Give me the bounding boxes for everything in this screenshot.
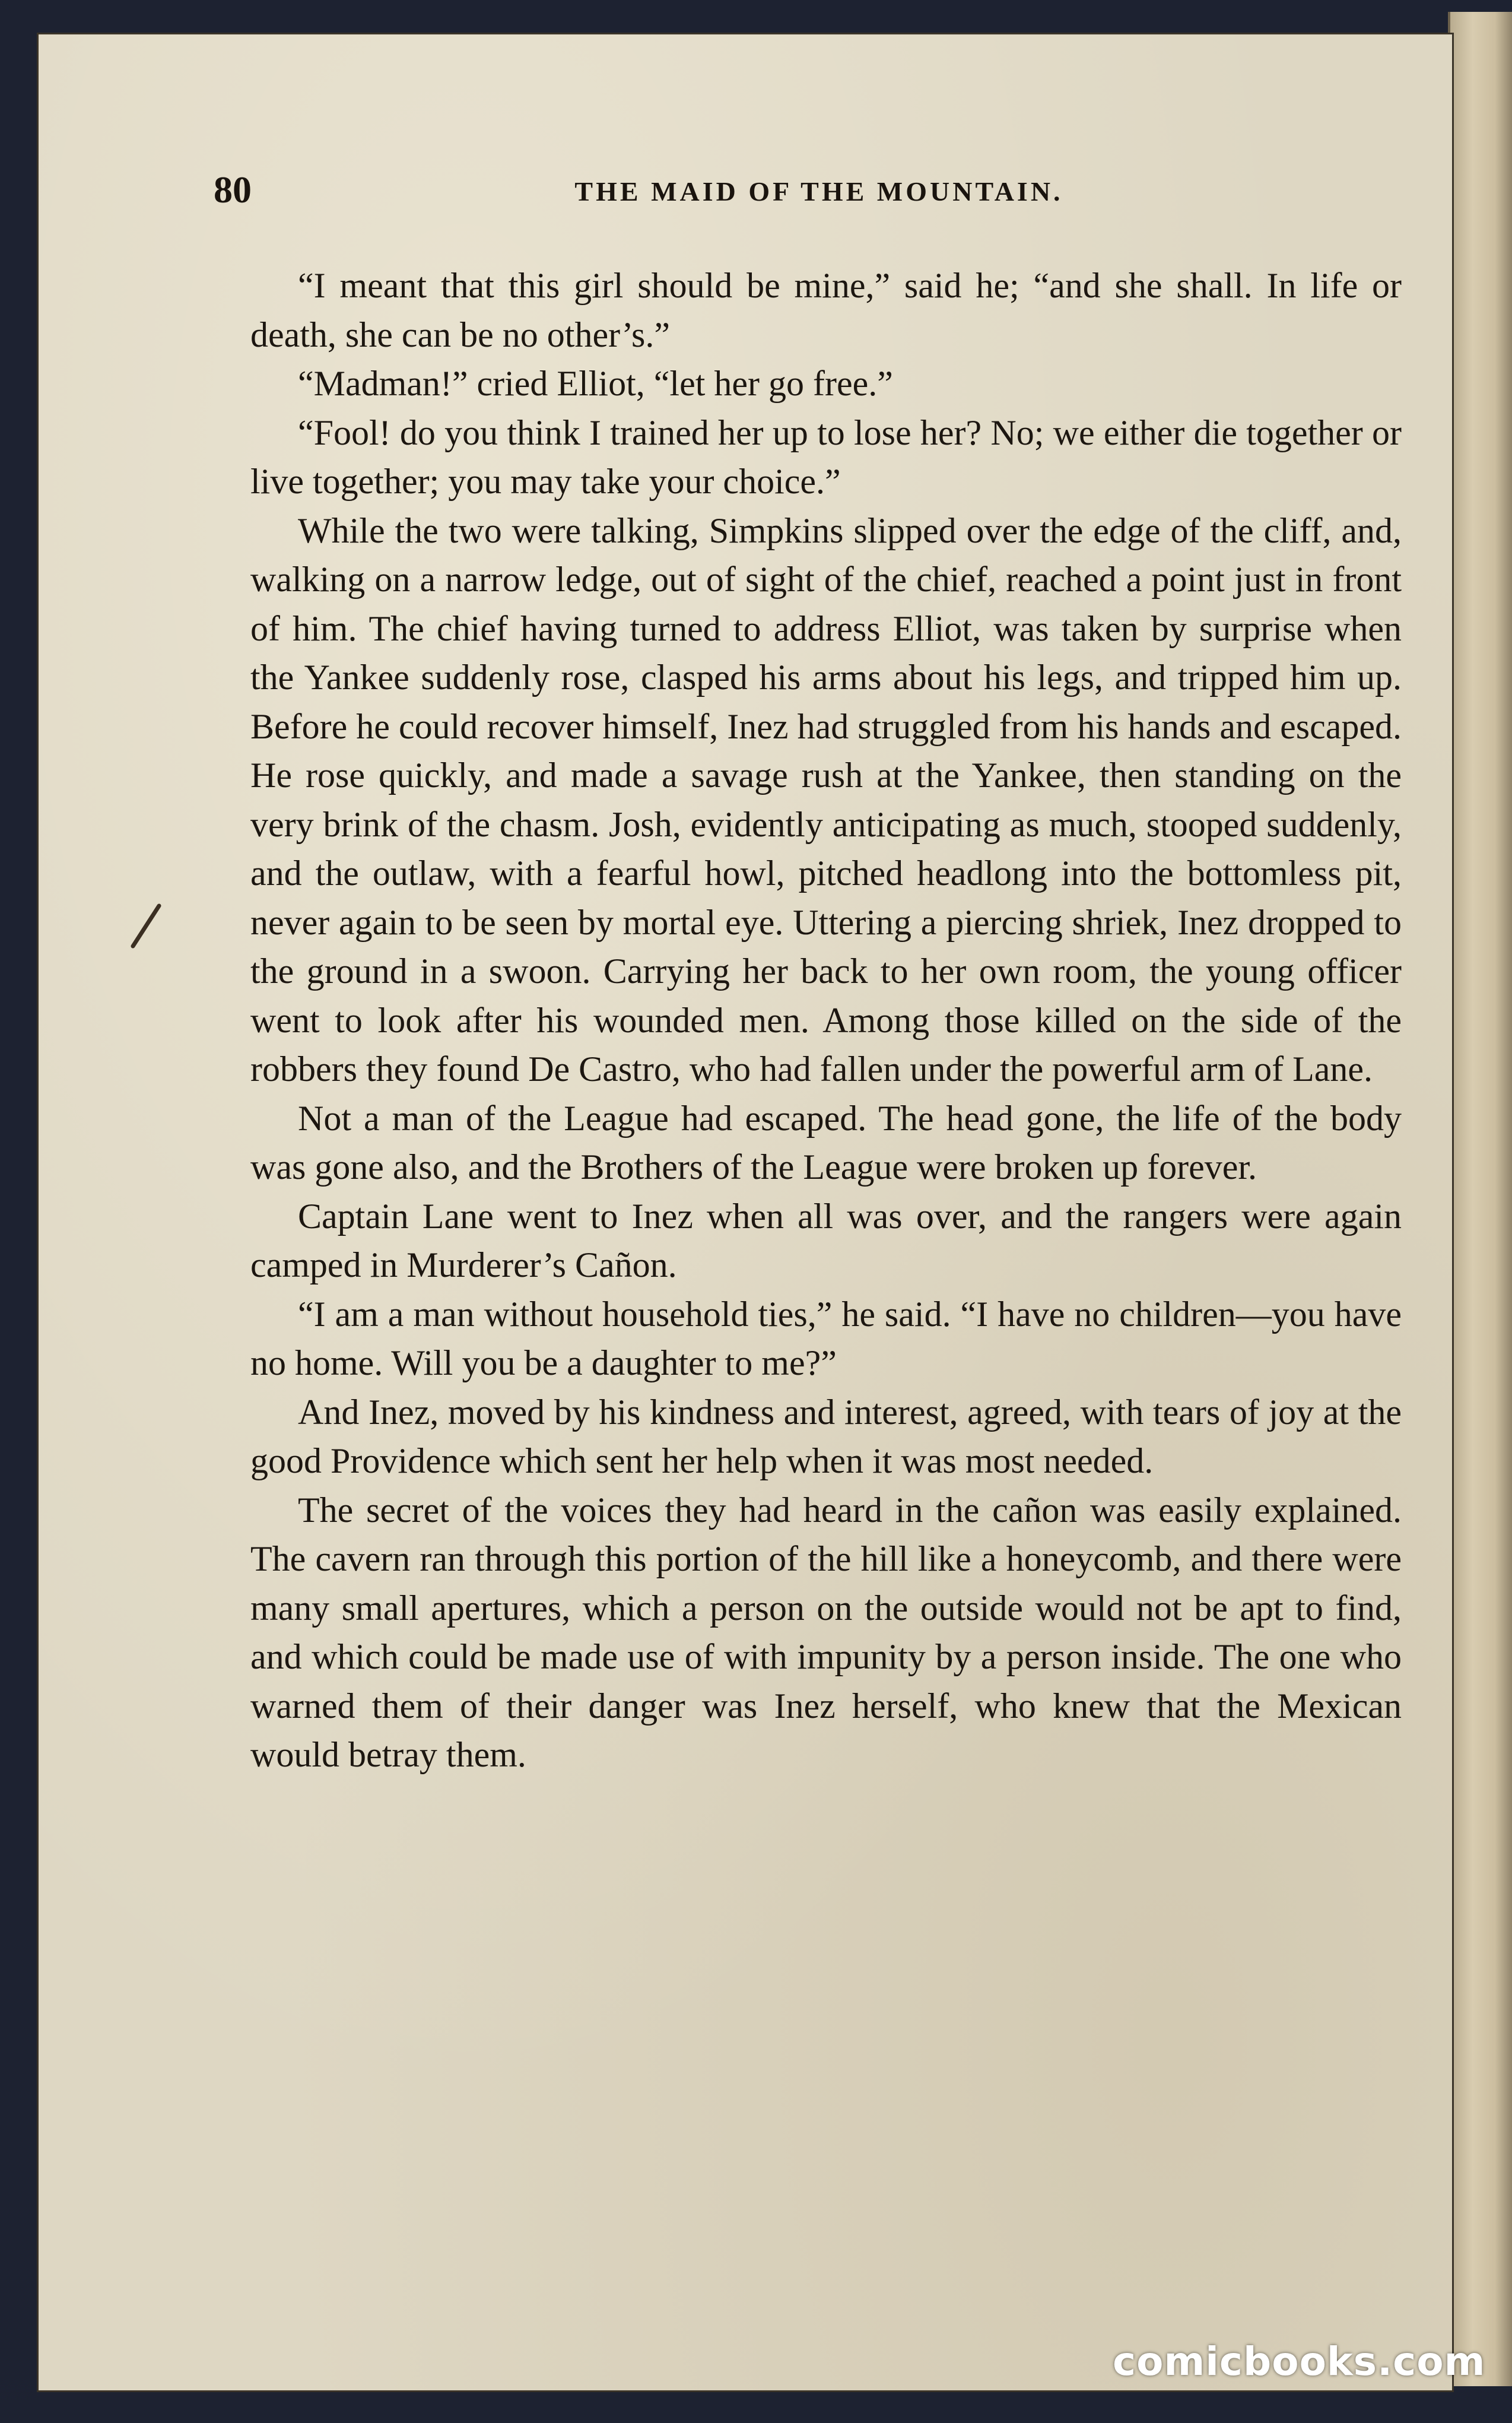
pencil-mark-icon	[125, 902, 166, 950]
paragraph-5: Not a man of the League had escaped. The head gone, the life of the body was gone also, and the Brothers of the League were broken up forever.	[250, 1098, 1402, 1187]
paragraph-2: “Madman!” cried Elliot, “let her go free.”	[298, 364, 893, 403]
page-number: 80	[214, 169, 252, 211]
paragraph-3: “Fool! do you think I trained her up to lose her? No; we either die together or live together; you may take your choice.”	[250, 413, 1402, 501]
paragraph-1: “I meant that this girl should be mine,” said he; “and she shall. In life or death, she can be no other’s.”	[250, 266, 1402, 354]
watermark: comicbooks.com	[1113, 2339, 1486, 2384]
paragraph-7: “I am a man without household ties,” he said. “I have no children—you have no home. Will you be a daughter to me?”	[250, 1294, 1402, 1382]
paragraph-6: Captain Lane went to Inez when all was over, and the rangers were again camped in Murderer’s Cañon.	[250, 1196, 1402, 1285]
paragraph-8: And Inez, moved by his kindness and interest, agreed, with tears of joy at the good Providence which sent her help when it was most needed.	[250, 1392, 1402, 1480]
running-title: THE MAID OF THE MOUNTAIN.	[574, 176, 1063, 207]
body-text	[250, 261, 1402, 1780]
paragraph-9: The secret of the voices they had heard in the cañon was easily explained. The cavern ran through this portion of the hill like a honeycomb, and there were many small apertures, which a person on the outside would not be apt to find, and which could be made use of with impunity by a person inside. The one who warned them of their danger was Inez herself, who knew that the Mexican would betray them.	[250, 1490, 1402, 1774]
adjacent-page-edge	[1448, 12, 1512, 2386]
paragraph-4: While the two were talking, Simpkins slipped over the edge of the cliff, and, walking on a narrow ledge, out of sight of the chief, reached a point just in front of him. The chief having turned to address Elliot, was taken by surprise when the Yankee suddenly rose, clasped his arms about his legs, and tripped him up. Before he could recover himself, Inez had struggled from his hands and escaped. He rose quickly, and made a savage rush at the Yankee, then standing on the very brink of the chasm. Josh, evidently anticipating as much, stooped suddenly, and the outlaw, with a fearful howl, pitched headlong into the bottomless pit, never again to be seen by mortal eye. Uttering a piercing shriek, Inez dropped to the ground in a swoon. Carrying her back to her own room, the young officer went to look after his wounded men. Among those killed on the side of the robbers they found De Castro, who had fallen under the powerful arm of Lane.	[250, 510, 1402, 1089]
page-header	[214, 169, 1424, 211]
